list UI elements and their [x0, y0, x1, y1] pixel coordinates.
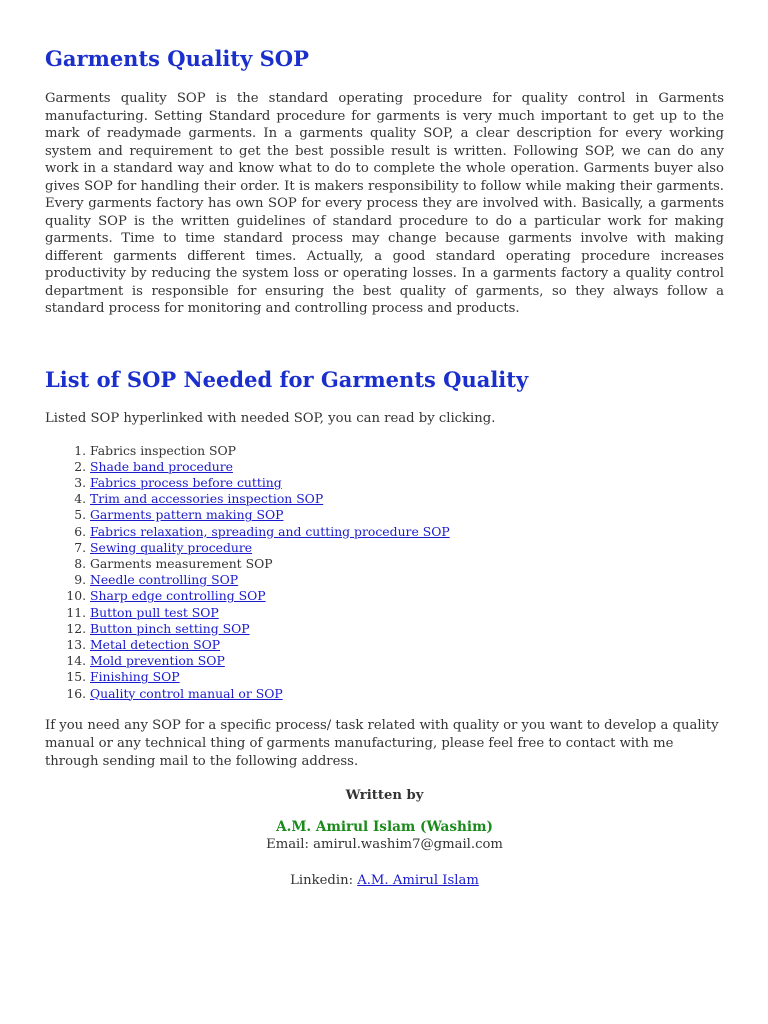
sop-list-item	[90, 491, 724, 507]
written-by-label: Written by	[345, 787, 424, 803]
sop-list-item	[90, 556, 724, 572]
contact-paragraph: If you need any SOP for a specific process/ task related with quality or you want to develop a quality manual or any technical thing of garments manufacturing, please feel free to contact with me through sending mail to the following address.	[45, 717, 719, 769]
email-line	[45, 836, 724, 854]
sop-link[interactable]: Shade band procedure	[90, 458, 233, 474]
email-address[interactable]: amirul.washim7@gmail.com	[313, 836, 503, 852]
sop-link[interactable]: Finishing SOP	[90, 669, 180, 685]
sop-label: Garments measurement SOP	[90, 555, 273, 571]
sop-link[interactable]: Fabrics process before cutting	[90, 474, 282, 490]
sop-list-item	[90, 686, 724, 702]
intro-paragraph: Garments quality SOP is the standard operating procedure for quality control in Garments manufacturing. Setting Standard procedure for garments is very much important to get up to the mark of readymade garments. In a garments quality SOP, a clear description for every working system and requirement to get the best possible result is written. Following SOP, we can do any work in a standard way and know what to do to complete the whole operation. Garments buyer also gives SOP for handling their order. It is makers responsibility to follow while making their garments. Every garments factory has own SOP for every process they are involved with. Basically, a garments quality SOP is the written guidelines of standard procedure to do a particular work for making garments. Time to time standard process may change because garments involve with making different garments different times. Actually, a good standard operating procedure increases productivity by reducing the system loss or operating losses. In a garments factory a quality control department is responsible for ensuring the best quality of garments, so they always follow a standard process for monitoring and controlling process and products.	[45, 91, 724, 316]
sop-link[interactable]: Button pinch setting SOP	[90, 620, 250, 636]
sop-list-item	[90, 605, 724, 621]
sop-link[interactable]: Quality control manual or SOP	[90, 685, 283, 701]
sop-link[interactable]: Button pull test SOP	[90, 604, 219, 620]
linkedin-label: Linkedin:	[290, 872, 358, 888]
sop-list-item	[90, 475, 724, 491]
sop-list	[45, 443, 724, 702]
sop-link[interactable]: Sewing quality procedure	[90, 539, 253, 555]
sop-list-item	[90, 588, 724, 604]
sop-list-item	[90, 524, 724, 540]
page-title: Garments Quality SOP	[45, 46, 309, 71]
sop-link[interactable]: Garments pattern making SOP	[90, 507, 284, 523]
sop-list-item	[90, 621, 724, 637]
sop-link[interactable]: Trim and accessories inspection SOP	[90, 491, 324, 507]
sop-label: Fabrics inspection SOP	[90, 442, 237, 458]
sop-link[interactable]: Metal detection SOP	[90, 636, 221, 652]
sop-link[interactable]: Mold prevention SOP	[90, 653, 225, 669]
sop-list-item	[90, 507, 724, 523]
linkedin-line	[45, 872, 724, 890]
email-label: Email:	[266, 836, 314, 852]
sop-list-item	[90, 572, 724, 588]
sop-link[interactable]: Sharp edge controlling SOP	[90, 588, 266, 604]
sop-list-item	[90, 540, 724, 556]
sop-link[interactable]: Fabrics relaxation, spreading and cutting procedure SOP	[90, 523, 450, 539]
sop-list-item	[90, 637, 724, 653]
sop-list-item	[90, 653, 724, 669]
sop-link[interactable]: Needle controlling SOP	[90, 572, 239, 588]
sop-list-item	[90, 443, 724, 459]
sop-list-item	[90, 459, 724, 475]
listed-note: Listed SOP hyperlinked with needed SOP, you can read by clicking.	[45, 410, 496, 426]
section-heading-sop-list: List of SOP Needed for Garments Quality	[45, 366, 529, 392]
sop-list-item	[90, 669, 724, 685]
author-name: A.M. Amirul Islam (Washim)	[276, 818, 493, 835]
linkedin-link[interactable]: A.M. Amirul Islam	[357, 872, 479, 888]
